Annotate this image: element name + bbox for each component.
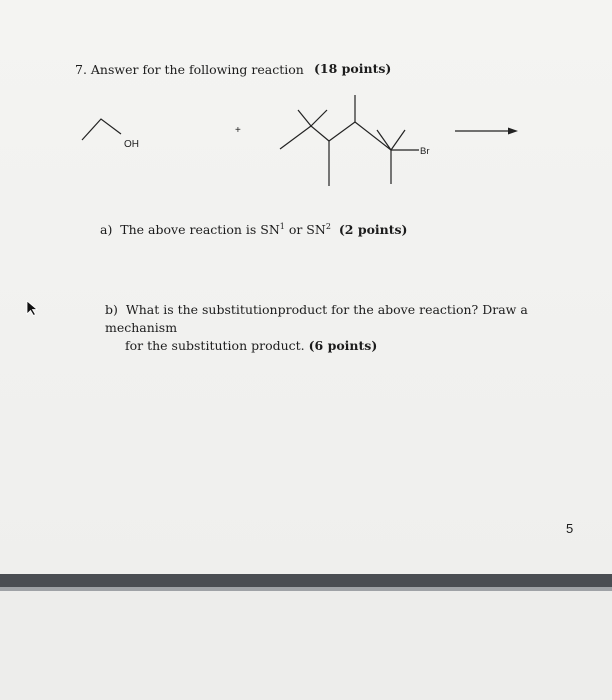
ethanol-structure bbox=[82, 119, 121, 140]
next-page-area bbox=[0, 591, 612, 700]
page-divider bbox=[0, 574, 612, 587]
part-b-line-2-wrap bbox=[105, 337, 575, 355]
question-title: 7. Answer for the following reaction bbox=[75, 62, 304, 77]
part-a-text-1: The above reaction is SN bbox=[120, 222, 280, 238]
part-b-line-2: for the substitution product. bbox=[125, 338, 309, 353]
part-a-prefix: a) bbox=[100, 222, 113, 238]
part-b-prefix: b) bbox=[105, 302, 118, 317]
page-number: 5 bbox=[566, 521, 574, 536]
part-a-question bbox=[100, 222, 407, 237]
part-a-sup-2: 2 bbox=[325, 222, 331, 231]
part-a-text-2: or SN bbox=[284, 222, 326, 238]
part-b-points: (6 points) bbox=[308, 338, 378, 353]
part-b-line-1: What is the substitutionproduct for the above reaction? Draw a mechanism bbox=[105, 302, 528, 335]
part-a-sup-1: 1 bbox=[279, 222, 285, 231]
question-points: (18 points) bbox=[314, 61, 392, 76]
mouse-pointer-icon bbox=[26, 300, 40, 316]
plus-sign: + bbox=[235, 125, 241, 136]
part-a-points: (2 points) bbox=[338, 222, 408, 238]
oh-label: OH bbox=[124, 139, 139, 150]
alkyl-bromide-structure bbox=[280, 95, 419, 186]
br-label: Br bbox=[420, 146, 430, 157]
part-b-question bbox=[105, 301, 575, 355]
reaction-arrow-icon bbox=[455, 128, 518, 135]
